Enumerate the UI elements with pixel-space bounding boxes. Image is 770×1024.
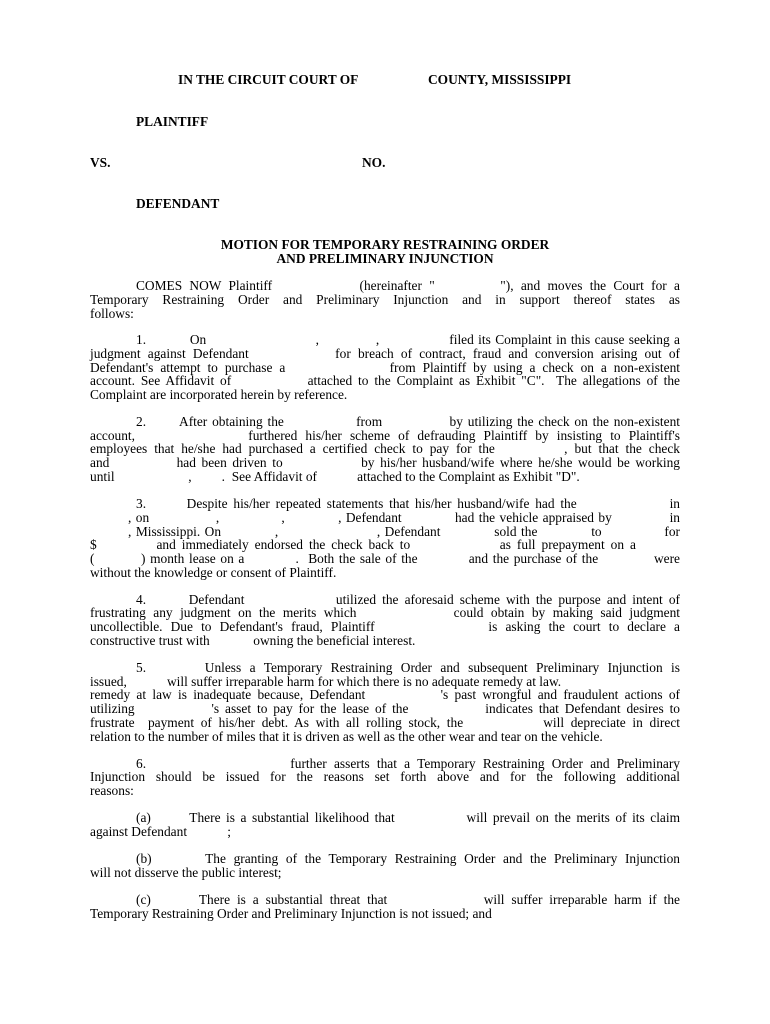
paragraph-line: remedy at law is inadequate because, Defendant 's past wrongful and fraudulent actions of <box>90 687 680 702</box>
paragraph-line: issued, will suffer irreparable harm for which there is no adequate remedy at law. <box>90 674 562 689</box>
paragraph-line: Temporary Restraining Order and Preliminary Injunction is not issued; and <box>90 906 492 921</box>
intro-line: COMES NOW Plaintiff (hereinafter " "), and moves the Court for a <box>136 278 680 293</box>
paragraph-line: reasons: <box>90 783 134 798</box>
intro-line: Temporary Restraining Order and Preliminary Injunction and in support thereof states as <box>90 292 680 307</box>
paragraph-line: $ and immediately endorsed the check back to as full prepayment on a <box>90 537 636 552</box>
paragraph-line: frustrate payment of his/her debt. As with all rolling stock, the will depreciate in direct <box>90 715 680 730</box>
paragraph-line: uncollectible. Due to Defendant's fraud, Plaintiff is asking the court to declare a <box>90 619 680 634</box>
paragraph-line: relation to the number of miles that it is driven as well as the other wear and tear on the vehicle. <box>90 729 603 744</box>
paragraph-line: (c) There is a substantial threat that will suffer irreparable harm if the <box>136 892 680 907</box>
defendant-label: DEFENDANT <box>136 196 220 211</box>
paragraph-line: Complaint are incorporated herein by reference. <box>90 387 348 402</box>
paragraph-line: employees that he/she had purchased a certified check to pay for the , but that the check <box>90 441 680 456</box>
paragraph-line: constructive trust with owning the beneficial interest. <box>90 633 416 648</box>
paragraph-line: frustrating any judgment on the merits which could obtain by making said judgment <box>90 605 680 620</box>
paragraph-line: 2. After obtaining the from by utilizing the check on the non-existent <box>136 414 680 429</box>
paragraph-line: and had been driven to by his/her husband/wife where he/she would be working <box>90 455 680 470</box>
plaintiff-label: PLAINTIFF <box>136 114 209 129</box>
paragraph-line: 3. Despite his/her repeated statements that his/her husband/wife had the in <box>136 496 680 511</box>
paragraph-line: 4. Defendant utilized the aforesaid scheme with the purpose and intent of <box>136 592 680 607</box>
paragraph-line: will not disserve the public interest; <box>90 865 282 880</box>
paragraph-line: , on , , , Defendant had the vehicle appraised by in <box>128 510 680 525</box>
vs-label: VS. <box>90 155 111 170</box>
paragraph-line: (a) There is a substantial likelihood that will prevail on the merits of its claim <box>136 810 680 825</box>
motion-title-line2: AND PRELIMINARY INJUNCTION <box>276 251 494 266</box>
paragraph-line: utilizing 's asset to pay for the lease of the indicates that Defendant desires to <box>90 701 680 716</box>
paragraph-line: without the knowledge or consent of Plaintiff. <box>90 565 337 580</box>
paragraph-line: 1. On , , filed its Complaint in this cause seeking a <box>136 332 680 347</box>
paragraph-line: Injunction should be issued for the reasons set forth above and for the following additional <box>90 769 680 784</box>
paragraph-line: Defendant's attempt to purchase a from Plaintiff by using a check on a non-existent <box>90 360 680 375</box>
motion-title-line1: MOTION FOR TEMPORARY RESTRAINING ORDER <box>220 237 550 252</box>
intro-line: follows: <box>90 306 134 321</box>
paragraph-line: 5. Unless a Temporary Restraining Order and subsequent Preliminary Injunction is <box>136 660 680 675</box>
paragraph-line: (b) The granting of the Temporary Restraining Order and the Preliminary Injunction <box>136 851 680 866</box>
paragraph-line: 6. further asserts that a Temporary Restraining Order and Preliminary <box>136 756 680 771</box>
paragraph-line: account. See Affidavit of attached to the Complaint as Exhibit "C". The allegations of the <box>90 373 680 388</box>
paragraph-line: judgment against Defendant for breach of contract, fraud and conversion arising out of <box>90 346 680 361</box>
paragraph-line: against Defendant ; <box>90 824 231 839</box>
court-name-left: IN THE CIRCUIT COURT OF <box>178 72 359 87</box>
paragraph-line: , Mississippi. On , , Defendant sold the to for <box>128 524 680 539</box>
paragraph-line: account, furthered his/her scheme of defrauding Plaintiff by insisting to Plaintiff's <box>90 428 680 443</box>
case-number-label: NO. <box>362 155 386 170</box>
paragraph-line: ( ) month lease on a . Both the sale of the and the purchase of the were <box>90 551 680 566</box>
court-county: COUNTY, MISSISSIPPI <box>428 72 572 87</box>
paragraph-line: until , . See Affidavit of attached to the Complaint as Exhibit "D". <box>90 469 580 484</box>
